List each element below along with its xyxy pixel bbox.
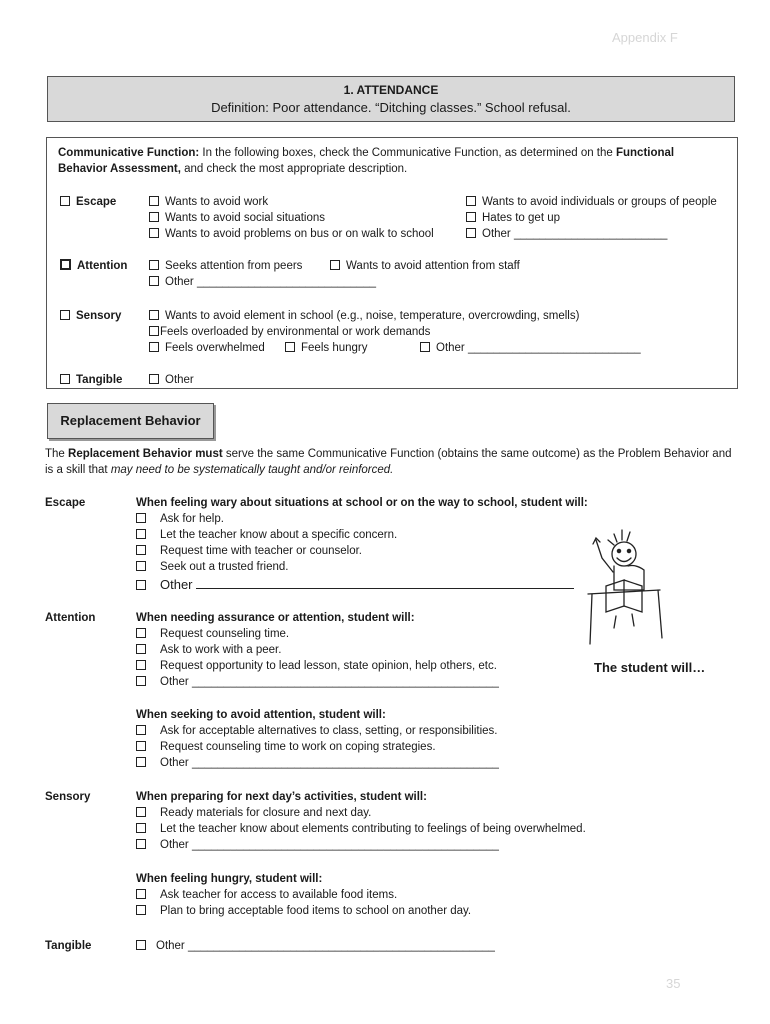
cf-sensory-item[interactable] [285,340,367,356]
rb-desc-bold: Replacement Behavior must [68,448,223,460]
rb-escape-other[interactable] [136,577,574,593]
checkbox-icon[interactable] [149,276,159,286]
checkbox-icon[interactable] [466,196,476,206]
cf-intro-text: In the following boxes, check the Communicative Function, as determined on the [199,147,616,159]
checkbox-icon[interactable] [60,196,70,206]
rb-item-label: Ask to work with a peer. [160,644,282,656]
rb-sensory-item[interactable] [136,805,586,821]
cf-escape-item-label: Wants to avoid social situations [165,212,326,224]
rb-item-label: Request time with teacher or counselor. [160,545,362,557]
rb-item-label: Let the teacher know about a specific concern. [160,529,398,541]
rb-tangible-other[interactable] [136,938,495,954]
cf-attention-item-label: Seeks attention from peers [165,260,303,272]
checkbox-icon[interactable] [149,374,159,384]
rb-attention-item[interactable] [136,723,499,739]
cf-sensory-item-label: Feels overloaded by environmental or work demands [160,326,431,338]
rb-escape-list [136,511,574,593]
rb-attention-item[interactable] [136,626,499,642]
checkbox-icon[interactable] [136,889,146,899]
cf-escape-option[interactable] [60,194,116,210]
section-title: 1. ATTENDANCE [343,83,439,97]
checkbox-icon[interactable] [149,228,159,238]
rb-sensory-item[interactable] [136,821,586,837]
rb-desc-pre: The [45,448,69,460]
rb-escape-item[interactable] [136,543,574,559]
rb-description [45,446,735,478]
checkbox-icon[interactable] [136,660,146,670]
checkbox-icon[interactable] [466,228,476,238]
cf-escape-item[interactable] [466,210,717,226]
rb-item-label: Ask teacher for access to available food items. [160,889,398,901]
other-fill-line[interactable] [196,578,574,589]
rb-attention-heading: When seeking to avoid attention, student will: [136,709,386,721]
rb-item-label: Let the teacher know about elements contributing to feelings of being overwhelmed. [160,823,586,835]
rb-other-label: Other ________________________________________________ [160,757,499,769]
rb-escape-item[interactable] [136,511,574,527]
page-number: 35 [666,976,681,991]
rb-sensory-item[interactable] [136,903,471,919]
rb-item-label: Ready materials for closure and next day. [160,807,372,819]
checkbox-icon[interactable] [60,310,70,320]
rb-tangible-label: Tangible [45,940,92,952]
checkbox-icon[interactable] [136,513,146,523]
checkbox-icon[interactable] [466,212,476,222]
cf-sensory-item-label: Wants to avoid element in school (e.g., noise, temperature, overcrowding, smells) [165,310,580,322]
cf-intro [58,145,726,177]
cf-sensory-item[interactable] [149,340,265,356]
cf-sensory-label: Sensory [76,310,122,322]
rb-other-label: Other ________________________________________________ [160,839,499,851]
rb-sensory-item[interactable] [136,887,471,903]
rb-attention-item[interactable] [136,658,499,674]
cf-escape-item[interactable] [149,194,434,210]
cf-escape-item-label: Wants to avoid work [165,196,269,208]
rb-item-label: Ask for acceptable alternatives to class, setting, or responsibilities. [160,725,498,737]
cf-escape-item-label: Wants to avoid individuals or groups of people [482,196,717,208]
checkbox-icon[interactable] [136,807,146,817]
cf-attention-other-label: Other ____________________________ [165,276,377,288]
checkbox-icon[interactable] [149,212,159,222]
cf-sensory-item[interactable] [420,340,641,356]
rb-sensory-list-2 [136,887,471,919]
cf-escape-item-label: Hates to get up [482,212,560,224]
checkbox-icon[interactable] [149,260,159,270]
cf-attention-option[interactable] [60,258,127,274]
section-header [47,76,735,122]
checkbox-icon[interactable] [136,940,146,950]
rb-other-label: Other ________________________________________________ [156,940,495,952]
rb-attention-list [136,626,499,690]
rb-sensory-label: Sensory [45,791,91,803]
cf-escape-item-label: Wants to avoid problems on bus or on walk to school [165,228,434,240]
checkbox-icon[interactable] [60,374,70,384]
cf-sensory-option[interactable] [60,308,121,324]
rb-desc-italic: may need to be systematically taught and/or reinforced. [110,464,394,476]
cf-attention-label: Attention [77,260,128,272]
checkbox-icon[interactable] [136,545,146,555]
rb-escape-label: Escape [45,497,86,509]
checkbox-icon[interactable] [149,196,159,206]
cf-escape-item[interactable] [149,210,434,226]
rb-other-label: Other [160,577,193,592]
checkbox-icon[interactable] [136,561,146,571]
cf-intro-label: Communicative Function: [58,147,200,159]
rb-attention-item[interactable] [136,739,499,755]
checkbox-icon[interactable] [136,757,146,767]
cf-escape-col2 [466,194,717,242]
cf-sensory-item-label: Other ___________________________ [436,342,641,354]
cf-sensory-item[interactable] [149,324,430,340]
cf-escape-item-label: Other ________________________ [482,228,668,240]
checkbox-icon[interactable] [149,310,159,320]
rb-escape-item[interactable] [136,559,574,575]
cf-intro-fba: Functional Behavior Assessment, [58,147,675,175]
checkbox-icon[interactable] [136,644,146,654]
rb-item-label: Ask for help. [160,513,224,525]
checkbox-icon[interactable] [330,260,340,270]
checkbox-icon[interactable] [136,839,146,849]
cf-tangible-label: Tangible [76,374,123,386]
cf-tangible-item-label: Other [165,374,194,386]
cf-escape-item[interactable] [149,226,434,242]
checkbox-icon[interactable] [149,342,159,352]
rb-sensory-heading: When feeling hungry, student will: [136,873,323,885]
checkbox-icon[interactable] [136,741,146,751]
communicative-function-box [46,137,738,389]
rb-attention-item[interactable] [136,642,499,658]
rb-attention-label: Attention [45,612,96,624]
cf-intro-text2: and check the most appropriate description. [180,163,408,175]
checkbox-icon[interactable] [149,326,159,336]
cf-sensory-item-label: Feels overwhelmed [165,342,265,354]
checkbox-icon[interactable] [420,342,430,352]
cf-escape-label: Escape [76,196,117,208]
section-definition: Definition: Poor attendance. “Ditching classes.” School refusal. [211,100,571,115]
rb-attention-heading: When needing assurance or attention, student will: [136,612,415,624]
cf-attention-item-label: Wants to avoid attention from staff [346,260,520,272]
checkbox-icon[interactable] [136,725,146,735]
rb-item-label: Plan to bring acceptable food items to school on another day. [160,905,472,917]
checkbox-icon[interactable] [285,342,295,352]
checkbox-icon[interactable] [60,259,71,270]
illustration-caption: The student will… [594,660,706,675]
checkbox-icon[interactable] [136,905,146,915]
replacement-behavior-tab: Replacement Behavior [47,403,214,439]
rb-sensory-list [136,805,586,853]
student-reading-icon [584,528,674,650]
cf-escape-item[interactable] [466,226,717,242]
rb-attention-list-2 [136,723,499,771]
corner-label: Appendix F [612,30,678,45]
rb-item-label: Seek out a trusted friend. [160,561,289,573]
rb-attention-other[interactable] [136,755,499,771]
rb-attention-other[interactable] [136,674,499,690]
cf-sensory-item[interactable] [149,308,579,324]
rb-other-label: Other ________________________________________________ [160,676,499,688]
cf-tangible-item[interactable] [149,372,194,388]
rb-item-label: Request counseling time. [160,628,290,640]
cf-escape-item[interactable] [466,194,717,210]
cf-sensory-item-label: Feels hungry [301,342,368,354]
rb-sensory-other[interactable] [136,837,586,853]
cf-escape-col1 [149,194,434,242]
rb-desc-mid: serve the same Communicative Function (obtains the same outcome) as the Problem Behavior and is a skill that [45,448,732,476]
checkbox-icon[interactable] [136,676,146,686]
cf-attention-item[interactable] [330,258,520,274]
checkbox-icon[interactable] [136,628,146,638]
checkbox-icon[interactable] [136,580,146,590]
checkbox-icon[interactable] [136,529,146,539]
cf-tangible-option[interactable] [60,372,122,388]
cf-attention-item[interactable] [149,258,302,274]
rb-escape-heading: When feeling wary about situations at school or on the way to school, student will: [136,497,588,509]
rb-item-label: Request opportunity to lead lesson, state opinion, help others, etc. [160,660,497,672]
checkbox-icon[interactable] [136,823,146,833]
rb-escape-item[interactable] [136,527,574,543]
rb-sensory-heading: When preparing for next day’s activities, student will: [136,791,427,803]
rb-item-label: Request counseling time to work on coping strategies. [160,741,436,753]
cf-attention-other[interactable] [149,274,376,290]
